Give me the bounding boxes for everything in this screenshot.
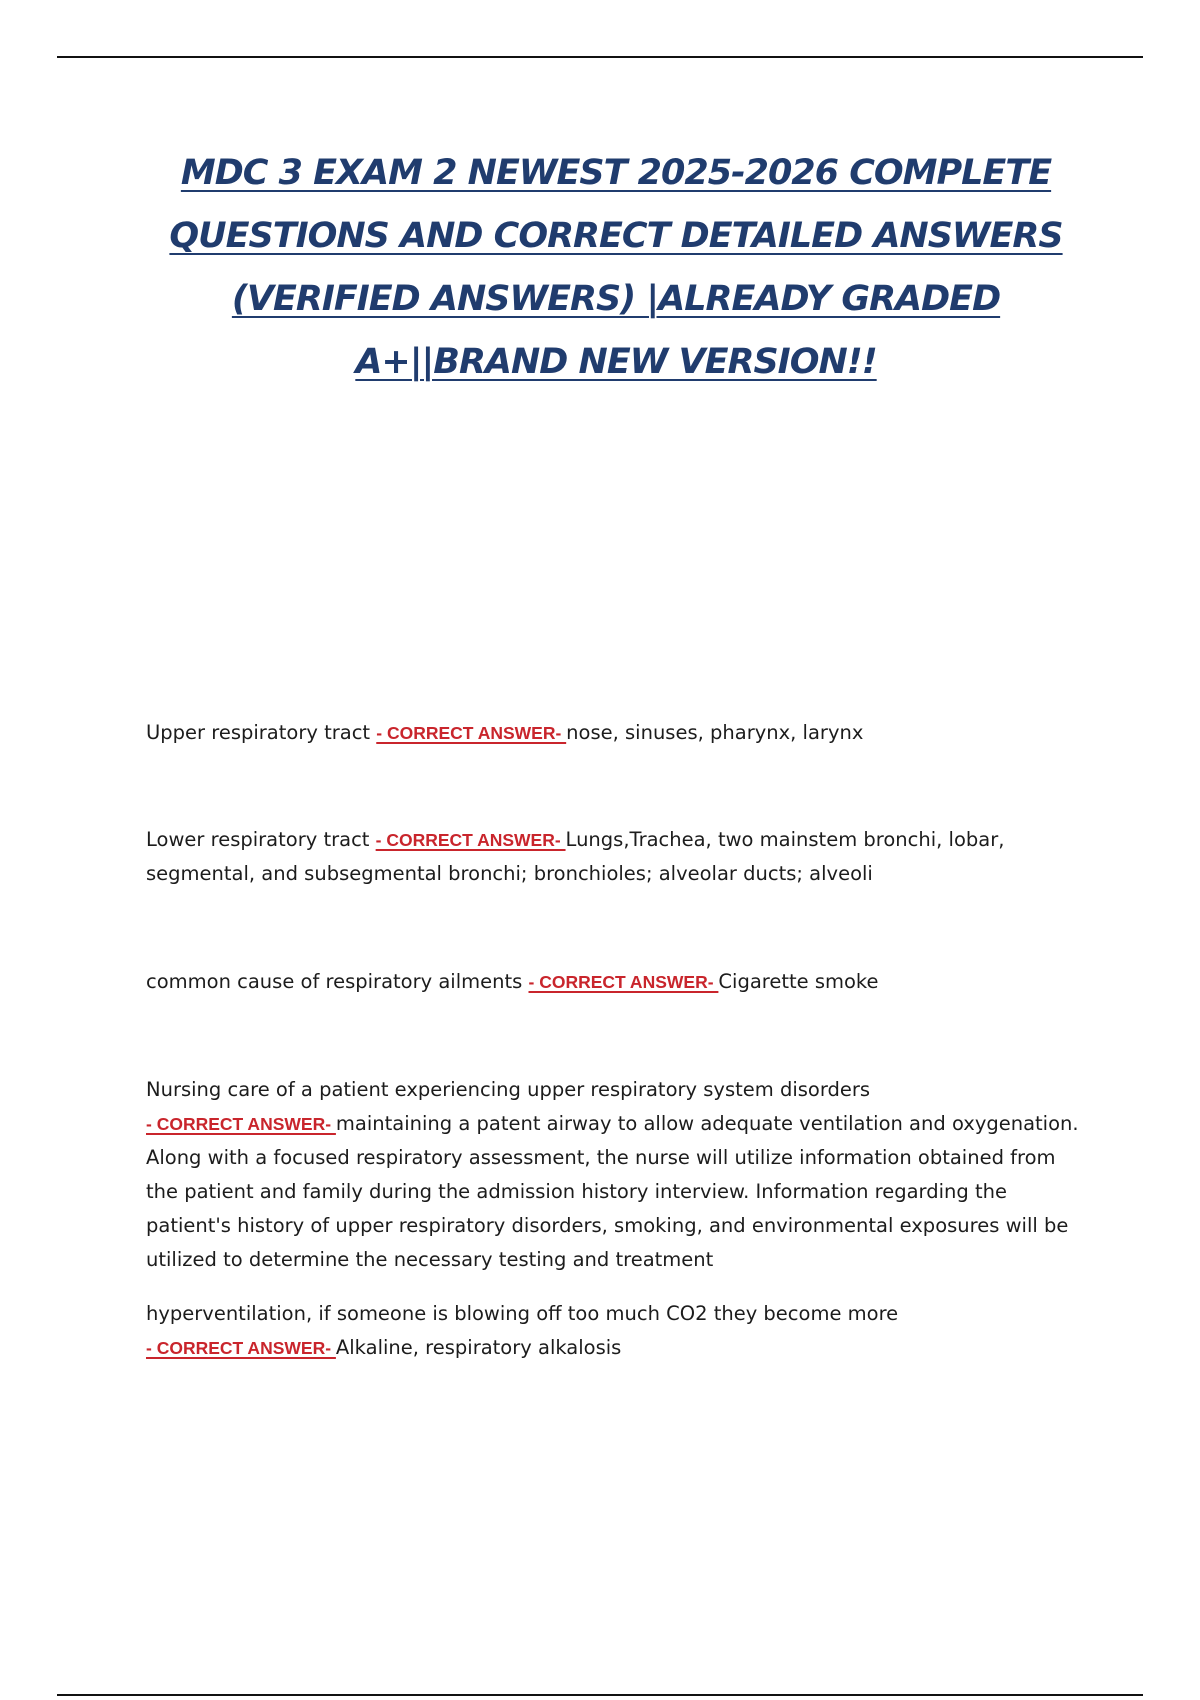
qa-item-upper-respiratory: [146, 716, 1086, 750]
answer-followup-text: Along with a focused respiratory assessment, the nurse will utilize information obtained from the patient and family during the admission history interview. Information regarding the patient's history of upper respiratory disorders, smoking, and environmental exposures will be utilized to determine the necessary testing and treatment: [146, 1146, 1069, 1271]
top-rule: [57, 56, 1143, 58]
correct-answer-tag: - CORRECT ANSWER-: [146, 1114, 336, 1134]
qa-item-nursing-care: [146, 1073, 1086, 1277]
title-line-4: A+||BRAND NEW VERSION!!: [355, 342, 877, 382]
question-text: Nursing care of a patient experiencing upper respiratory system disorders: [146, 1078, 871, 1101]
answer-text: Cigarette smoke: [718, 970, 879, 993]
title-line-3: (VERIFIED ANSWERS) |ALREADY GRADED: [231, 279, 1001, 319]
correct-answer-tag: - CORRECT ANSWER-: [375, 830, 566, 850]
question-text: Upper respiratory tract: [146, 721, 377, 744]
qa-item-hyperventilation: [146, 1297, 1086, 1365]
title-line-2: QUESTIONS AND CORRECT DETAILED ANSWERS: [169, 216, 1063, 256]
qa-item-common-cause: [146, 965, 1086, 999]
title-line-1: MDC 3 EXAM 2 NEWEST 2025-2026 COMPLETE: [180, 153, 1052, 193]
question-text: Lower respiratory tract: [146, 828, 376, 851]
correct-answer-tag: - CORRECT ANSWER-: [376, 723, 567, 743]
correct-answer-tag: - CORRECT ANSWER-: [146, 1338, 336, 1358]
answer-text: maintaining a patent airway to allow adequate ventilation and oxygenation.: [335, 1112, 1079, 1135]
correct-answer-tag: - CORRECT ANSWER-: [528, 972, 719, 992]
answer-text: Lungs,Trachea, two mainstem bronchi, lobar, segmental, and subsegmental bronchi; bronchioles; alveolar ducts; alveoli: [146, 828, 1005, 885]
qa-item-lower-respiratory: [146, 823, 1086, 891]
bottom-rule: [57, 1694, 1143, 1696]
answer-text: Alkaline, respiratory alkalosis: [335, 1336, 622, 1359]
document-title: [140, 142, 1092, 394]
question-text: hyperventilation, if someone is blowing off too much CO2 they become more: [146, 1302, 899, 1325]
answer-text: nose, sinuses, pharynx, larynx: [566, 721, 864, 744]
qa-list: [146, 716, 1086, 1365]
question-text: common cause of respiratory ailments: [146, 970, 529, 993]
